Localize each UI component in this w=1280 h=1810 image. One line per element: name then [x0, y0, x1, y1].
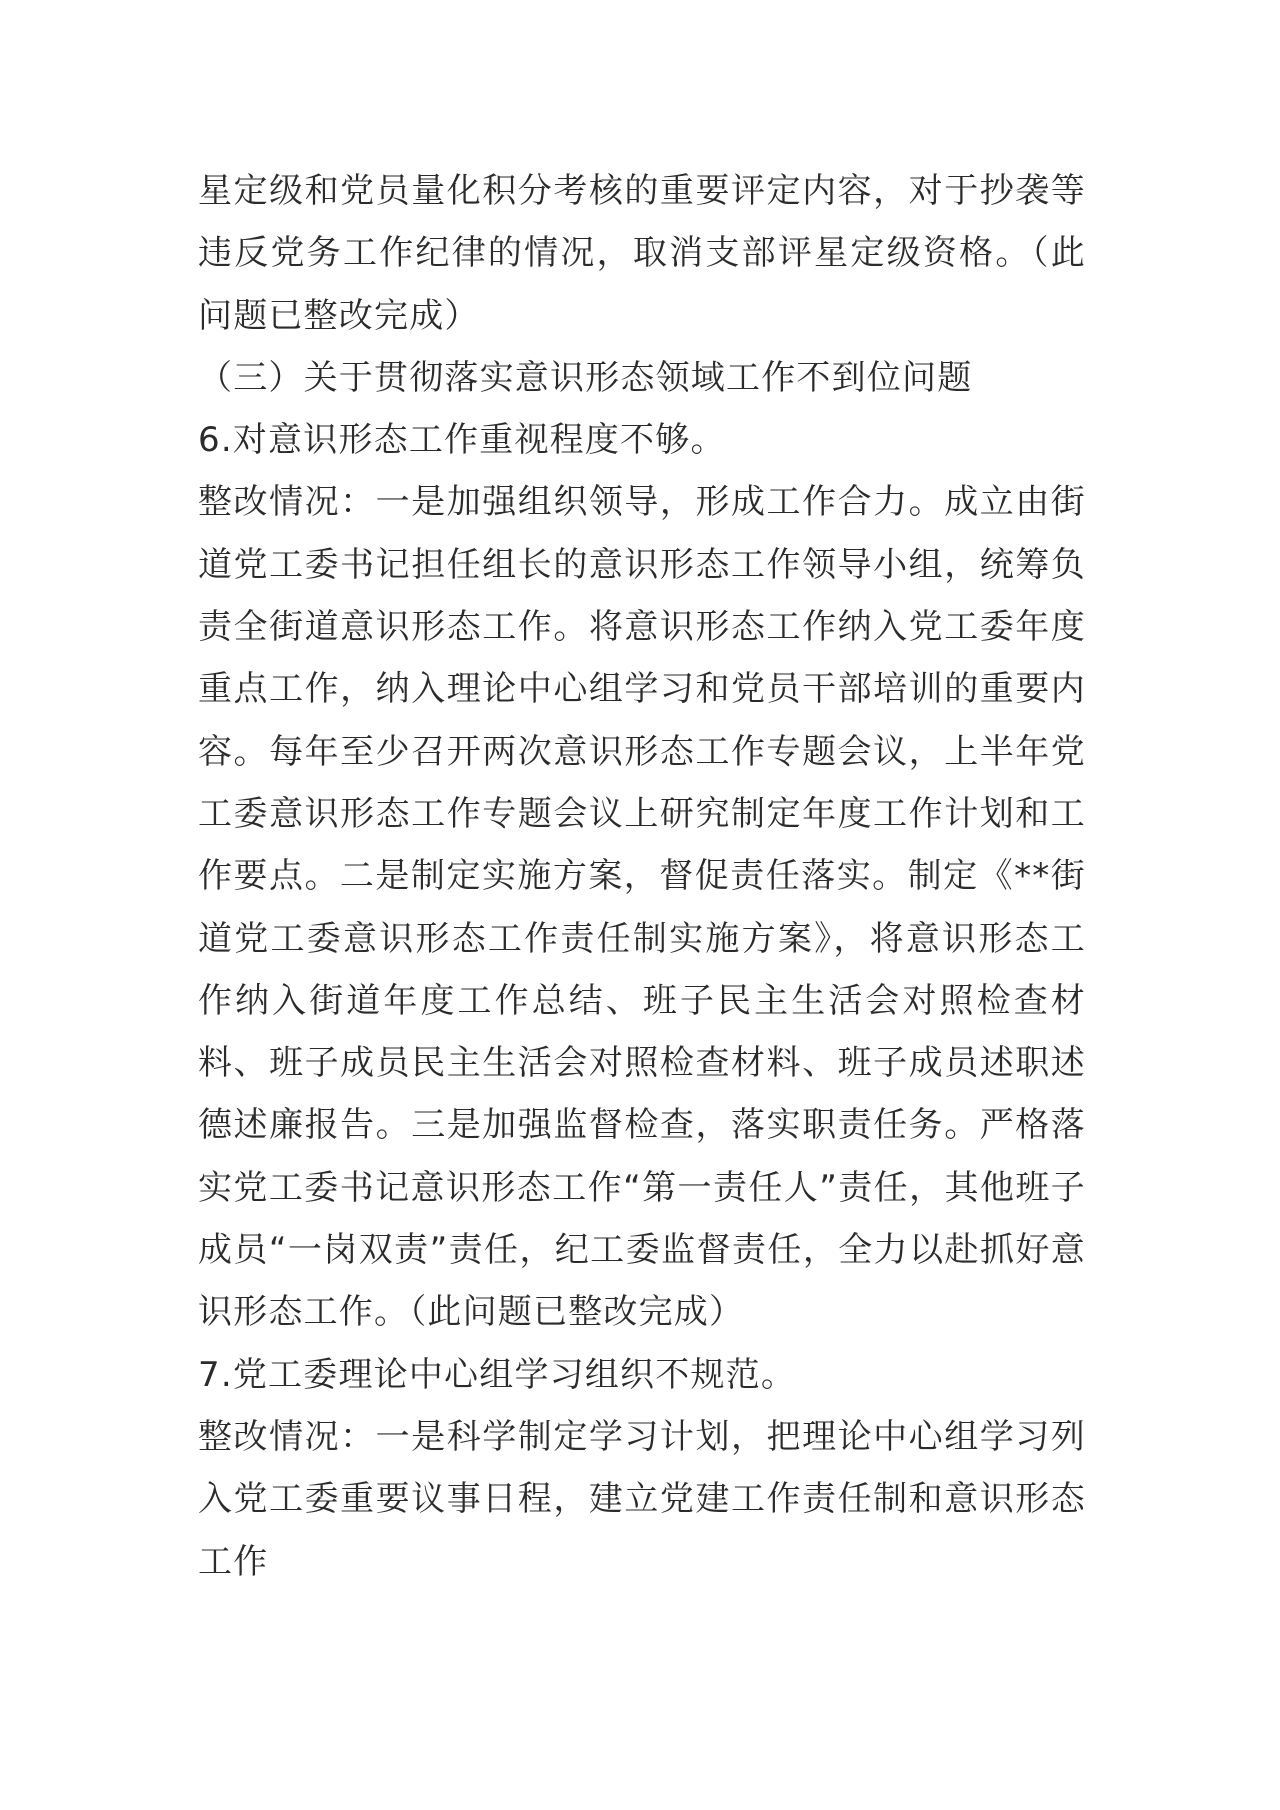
paragraph-continuation: 星定级和党员量化积分考核的重要评定内容，对于抄袭等违反党务工作纪律的情况，取消支部评星定级资格。（此问题已整改完成）	[198, 171, 1086, 336]
rectification-paragraph-7: 整改情况：一是科学制定学习计划，把理论中心组学习列入党工委重要议事日程，建立党建工作责任制和意识形态工作	[198, 1416, 1086, 1582]
issue-heading-6: 6.对意识形态工作重视程度不够。	[198, 420, 726, 461]
issue-heading-7: 7.党工委理论中心组学习组织不规范。	[198, 1354, 797, 1395]
document-body	[198, 160, 1086, 1593]
section-heading-three: （三）关于贯彻落实意识形态领域工作不到位问题	[198, 357, 973, 398]
rectification-paragraph-6: 整改情况：一是加强组织领导，形成工作合力。成立由街道党工委书记担任组长的意识形态工作领导小组，统筹负责全街道意识形态工作。将意识形态工作纳入党工委年度重点工作，纳入理论中心组学习和党员干部培训的重要内容。每年至少召开两次意识形态工作专题会议，上半年党工委意识形态工作专题会议上研究制定年度工作计划和工作要点。二是制定实施方案，督促责任落实。制定《**街道党工委意识形态工作责任制实施方案》，将意识形态工作纳入街道年度工作总结、班子民主生活会对照检查材料、班子成员民主生活会对照检查材料、班子成员述职述德述廉报告。三是加强监督检查，落实职责任务。严格落实党工委书记意识形态工作“第一责任人”责任，其他班子成员“一岗双责”责任，纪工委监督责任，全力以赴抓好意识形态工作。（此问题已整改完成）	[198, 482, 1086, 1333]
